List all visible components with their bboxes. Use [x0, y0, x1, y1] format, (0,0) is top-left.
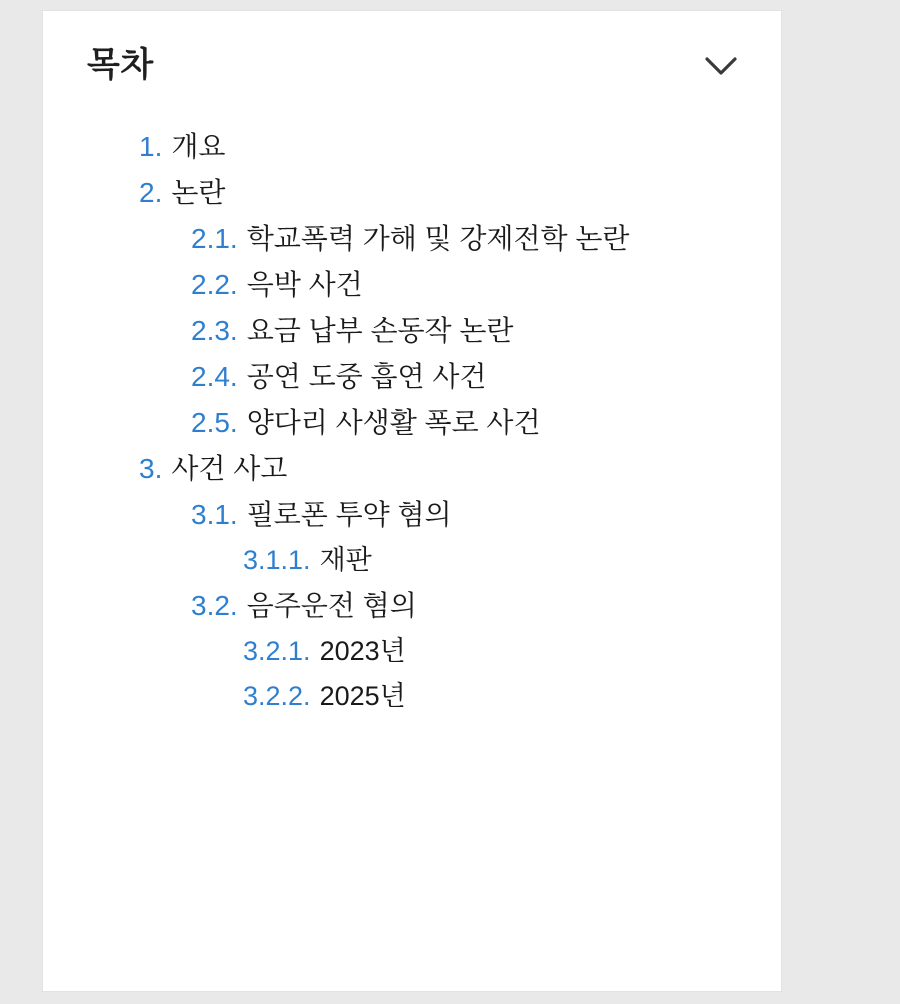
toc-entry-label: 윽박 사건 [246, 269, 363, 301]
toc-entry-label: 재판 [319, 545, 372, 576]
toc-entry[interactable] [43, 583, 781, 629]
toc-entry-label: 양다리 사생활 폭로 사건 [246, 407, 541, 439]
toc-entry-label: 음주운전 혐의 [246, 590, 417, 622]
page-title: 목차 [87, 46, 154, 84]
toc-entry-number: 3.2.2. [243, 681, 311, 712]
toc-entry-number: 3.2. [191, 590, 238, 622]
toc-entry-label: 2023년 [319, 636, 406, 667]
toc-entry-number: 2.4. [191, 361, 238, 393]
toc-entry[interactable] [43, 538, 781, 583]
toc-entry[interactable] [43, 446, 781, 492]
toc-entry-label: 공연 도중 흡연 사건 [246, 361, 487, 393]
toc-entry-label: 2025년 [319, 681, 406, 712]
toc-entry-label: 사건 사고 [171, 453, 288, 485]
toc-entry-label: 학교폭력 가해 및 강제전학 논란 [246, 223, 630, 255]
toc-entry[interactable] [43, 262, 781, 308]
toc-entry[interactable] [43, 492, 781, 538]
toc-entry-number: 2.2. [191, 269, 238, 301]
toc-entry-label: 필로폰 투약 혐의 [246, 499, 452, 531]
toc-entry-number: 3.2.1. [243, 636, 311, 667]
toc-entry-number: 2.5. [191, 407, 238, 439]
toc-entry-label: 개요 [171, 131, 226, 163]
toc-entry[interactable] [43, 308, 781, 354]
toc-entry[interactable] [43, 124, 781, 170]
toc-list [43, 94, 781, 719]
toc-entry-label: 요금 납부 손동작 논란 [246, 315, 514, 347]
toc-entry-number: 2.3. [191, 315, 238, 347]
toc-entry-number: 3.1.1. [243, 545, 311, 576]
table-of-contents-card [42, 10, 782, 992]
toc-entry-number: 2. [139, 177, 163, 209]
chevron-down-icon [704, 55, 738, 77]
toc-collapse-button[interactable] [699, 49, 743, 83]
toc-entry-number: 3.1. [191, 499, 238, 531]
toc-entry[interactable] [43, 354, 781, 400]
toc-entry[interactable] [43, 170, 781, 216]
toc-entry[interactable] [43, 216, 781, 262]
toc-entry-number: 2.1. [191, 223, 238, 255]
toc-entry-number: 1. [139, 131, 163, 163]
toc-entry[interactable] [43, 629, 781, 674]
toc-entry-label: 논란 [171, 177, 226, 209]
toc-entry-number: 3. [139, 453, 163, 485]
toc-entry[interactable] [43, 674, 781, 719]
toc-header [43, 11, 781, 94]
toc-entry[interactable] [43, 400, 781, 446]
